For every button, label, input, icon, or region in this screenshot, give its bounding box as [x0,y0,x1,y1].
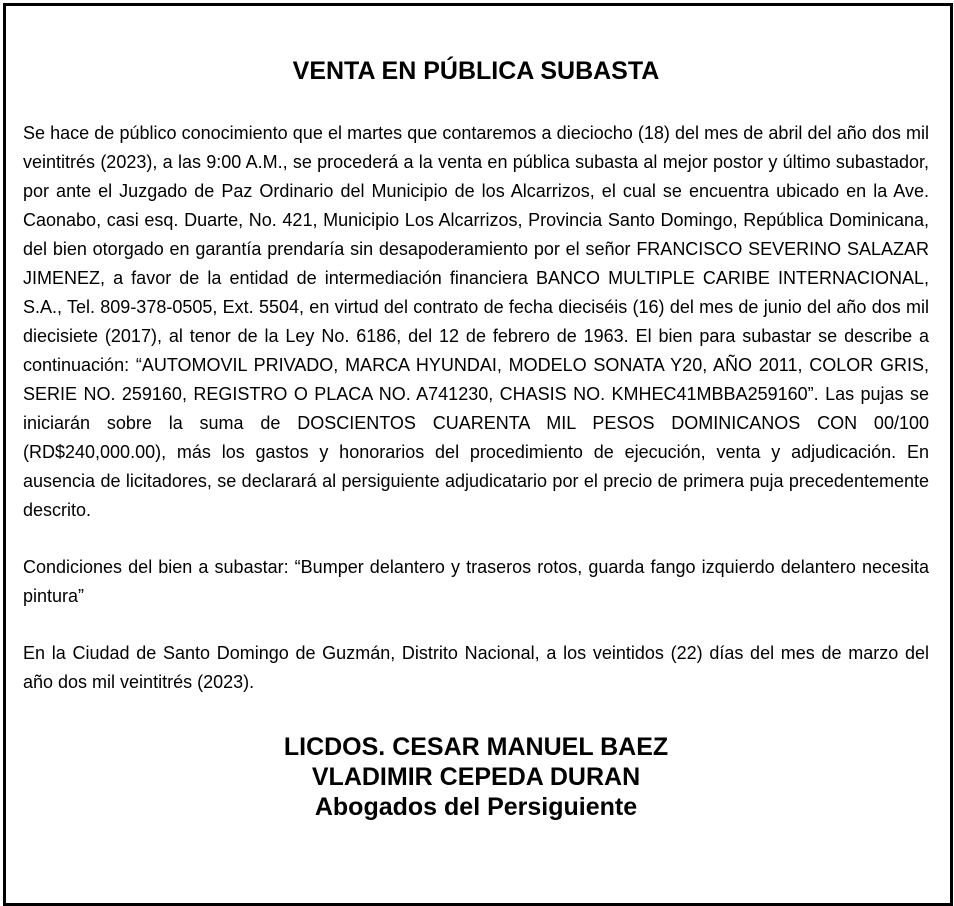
notice-title: VENTA EN PÚBLICA SUBASTA [292,57,660,85]
main-paragraph: Se hace de público conocimiento que el martes que contaremos a dieciocho (18) del mes de abril del año dos mil veintitrés (2023), a las 9:00 A.M., se procederá a la venta en pública subasta al mejor postor y último subastador, por ante el Juzgado de Paz Ordinario del Municipio de los Alcarrizos, el cual se encuentra ubicado en la Ave. Caonabo, casi esq. Duarte, No. 421, Municipio Los Alcarrizos, Provincia Santo Domingo, República Dominicana, del bien otorgado en garantía prendaría sin desapoderamiento por el señor FRANCISCO SEVERINO SALAZAR JIMENEZ, a favor de la entidad de intermediación financiera BANCO MULTIPLE CARIBE INTERNACIONAL, S.A., Tel. 809-378-0505, Ext. 5504, en virtud del contrato de fecha dieciséis (16) del mes de junio del año dos mil diecisiete (2017), al tenor de la Ley No. 6186, del 12 de febrero de 1963. El bien para subastar se describe a continuación: “AUTOMOVIL PRIVADO, MARCA HYUNDAI, MODELO SONATA Y20, AÑO 2011, COLOR GRIS, SERIE NO. 259160, REGISTRO O PLACA NO. A741230, CHASIS NO. KMHEC41MBBA259160”. Las pujas se iniciarán sobre la suma de DOSCIENTOS CUARENTA MIL PESOS DOMINICANOS CON 00/100 (RD$240,000.00), más los gastos y honorarios del procedimiento de ejecución, venta y adjudicación. En ausencia de licitadores, se declarará al persiguiente adjudicatario por el precio de primera puja precedentemente descrito. [23,123,929,520]
notice-body [23,6,929,822]
signature-line-second-lawyer: VLADIMIR CEPEDA DURAN [311,763,641,791]
signature-line-lawyers: LICDOS. CESAR MANUEL BAEZ [283,733,669,761]
signature-block [23,732,929,822]
date-paragraph: En la Ciudad de Santo Domingo de Guzmán, Distrito Nacional, a los veintidos (22) días del mes de marzo del año dos mil veintitrés (2023). [23,643,929,692]
signature-line-role: Abogados del Persiguiente [314,793,638,821]
notice-frame [3,3,953,906]
conditions-paragraph: Condiciones del bien a subastar: “Bumper delantero y traseros rotos, guarda fango izquierdo delantero necesita pintura” [23,557,929,606]
